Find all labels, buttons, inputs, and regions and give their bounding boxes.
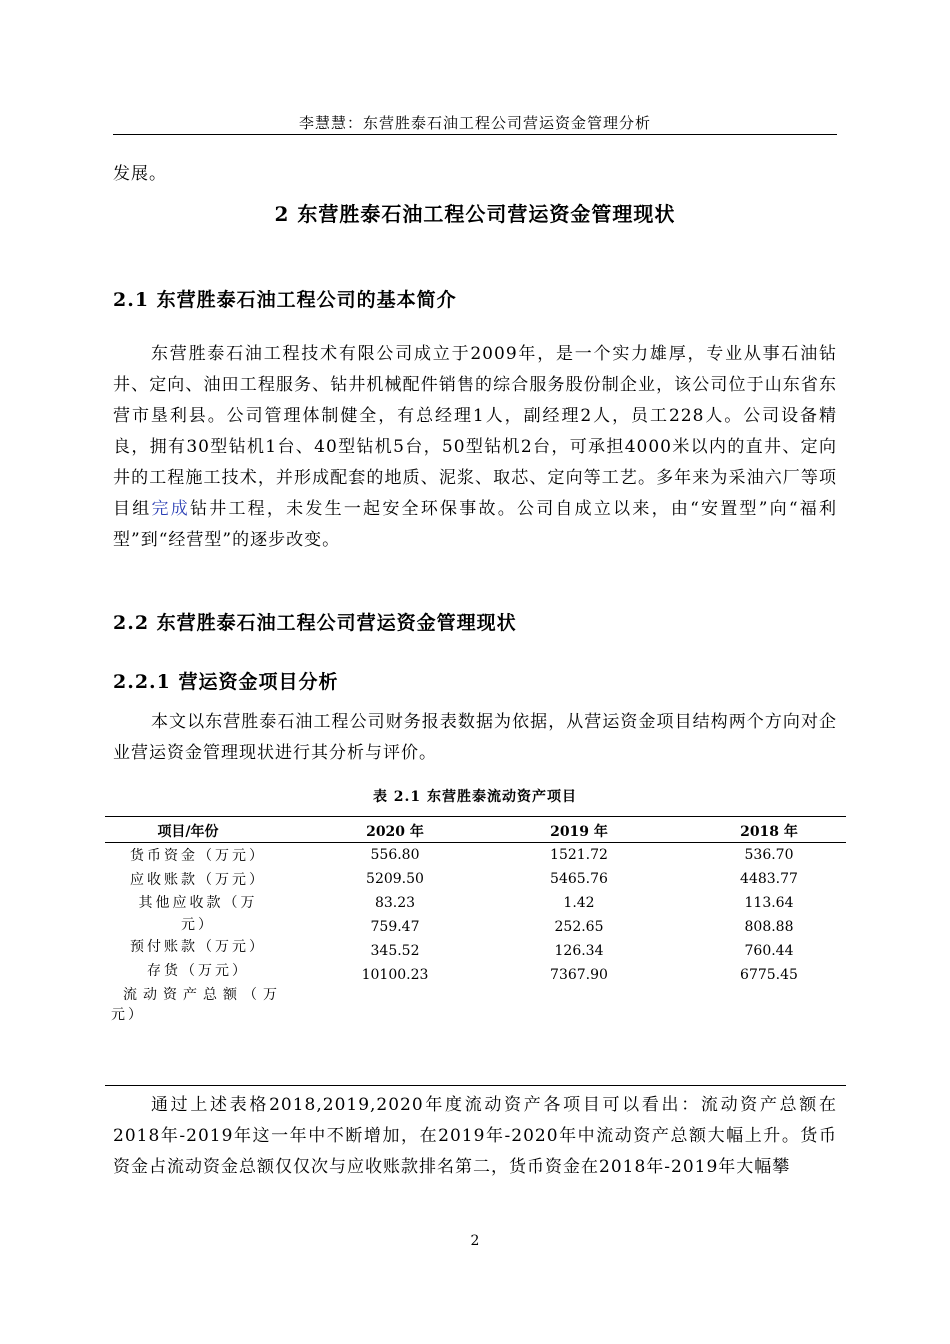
top-fragment: 发展。 [113, 164, 167, 184]
cell-2019-cash: 1521.72 [550, 847, 608, 863]
cell-2020-total: 10100.23 [361, 967, 429, 983]
cell-2019-total: 7367.90 [550, 967, 608, 983]
row-label-cash: 货币资金（万元） [130, 848, 266, 864]
table-header-2018: 2018 年 [740, 824, 798, 840]
cell-2020-prepayments: 759.47 [370, 919, 420, 935]
row-label-other-receivables-cont: 元） [181, 917, 215, 933]
row-label-prepayments: 预付账款（万元） [130, 939, 266, 955]
row-label-receivables: 应收账款（万元） [130, 872, 266, 888]
row-label-inventory: 存货（万元） [147, 963, 249, 979]
table-header-item: 项目/年份 [157, 824, 219, 840]
row-label-other-receivables: 其他应收款（万 [138, 895, 258, 911]
running-header: 李慧慧：东营胜泰石油工程公司营运资金管理分析 [298, 114, 651, 132]
cell-2018-prepayments: 808.88 [744, 919, 794, 935]
cell-2020-other-receivables: 83.23 [374, 895, 416, 911]
section-title-2-2-1: 2.2.1 营运资金项目分析 [113, 671, 339, 693]
cell-2020-inventory: 345.52 [370, 943, 420, 959]
section-title-2-1: 2.1 东营胜泰石油工程公司的基本简介 [113, 289, 457, 311]
row-label-total-current-assets-cont: 元） [111, 1007, 145, 1023]
company-intro-paragraph [113, 339, 837, 556]
row-label-total-current-assets: 流动资产总额（万 [123, 987, 283, 1003]
cell-2020-receivables: 5209.50 [366, 871, 424, 887]
cell-2018-total: 6775.45 [740, 967, 798, 983]
cell-2018-cash: 536.70 [744, 847, 794, 863]
table-caption: 表 2.1 东营胜泰流动资产项目 [372, 789, 578, 805]
intro-text-part1: 东营胜泰石油工程技术有限公司成立于2009年，是一个实力雄厚，专业从事石油钻井、定向、油田工程服务、钻井机械配件销售的综合服务股份制企业，该公司位于山东省东营市垦利县。公司管理体制健全，有总经理1人，副经理2人，员工228人。公司设备精良，拥有30型钻机1台、40型钻机5台，50型钻机2台，可承担4000米以内的直井、定向井的工程施工技术，并形成配套的地质、泥浆、取芯、定向等工艺。多年来为采油六厂等项目组 [113, 344, 837, 519]
table-top-rule [105, 816, 846, 817]
intro-text-part2: 钻井工程，未发生一起安全环保事故。公司自成立以来，由“安置型”向“福利型”到“经营型”的逐步改变。 [113, 499, 838, 550]
table-bottom-rule [105, 1085, 846, 1086]
working-capital-paragraph: 本文以东营胜泰石油工程公司财务报表数据为依据，从营运资金项目结构两个方向对企业营运资金管理现状进行其分析与评价。 [113, 712, 837, 763]
cell-2019-other-receivables: 1.42 [563, 895, 595, 911]
cell-2018-other-receivables: 113.64 [744, 895, 794, 911]
cell-2018-inventory: 760.44 [744, 943, 794, 959]
intro-link[interactable]: 完成 [151, 499, 190, 519]
chapter-title: 2 东营胜泰石油工程公司营运资金管理现状 [274, 202, 676, 226]
table-header-2019: 2019 年 [550, 824, 608, 840]
cell-2019-prepayments: 252.65 [554, 919, 604, 935]
analysis-paragraph: 通过上述表格2018,2019,2020年度流动资产各项目可以看出：流动资产总额在2018年-2019年这一年中不断增加，在2019年-2020年中流动资产总额大幅上升。货币资金占流动资金总额仅仅次与应收账款排名第二，货币资金在2018年-2019年大幅攀 [113, 1095, 837, 1177]
table-header-2020: 2020 年 [366, 824, 424, 840]
section-title-2-2: 2.2 东营胜泰石油工程公司营运资金管理现状 [113, 612, 517, 634]
cell-2018-receivables: 4483.77 [740, 871, 798, 887]
table-header-rule [105, 842, 846, 843]
header-rule [113, 134, 837, 135]
page-number: 2 [470, 1233, 480, 1249]
cell-2019-inventory: 126.34 [554, 943, 604, 959]
cell-2020-cash: 556.80 [370, 847, 420, 863]
cell-2019-receivables: 5465.76 [550, 871, 608, 887]
